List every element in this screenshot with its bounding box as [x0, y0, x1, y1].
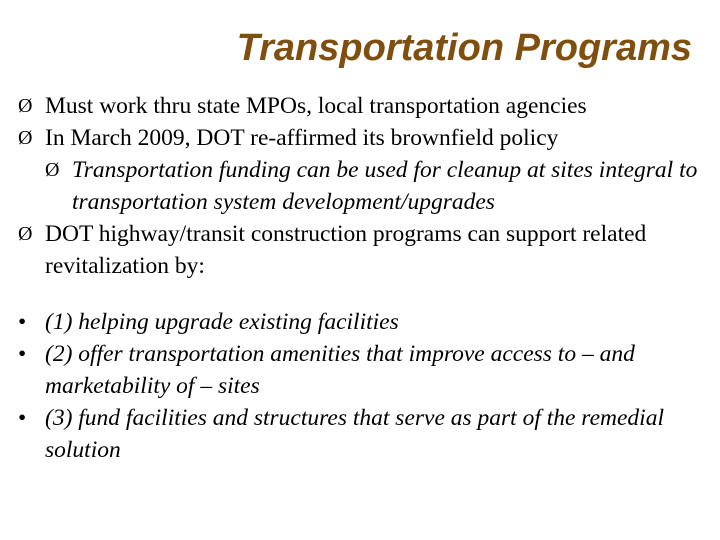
arrow-bullet-icon: Ø: [18, 127, 33, 149]
point-amenities: [18, 338, 708, 402]
bullet-mpos: [18, 90, 708, 122]
spacer: [18, 282, 708, 306]
bullet-text: DOT highway/transit construction programs can support related revitalization by:: [45, 221, 647, 279]
point-text: (1) helping upgrade existing facilities: [45, 309, 399, 335]
point-fund: [18, 402, 708, 466]
sub-bullet-text: Transportation funding can be used for cleanup at sites integral to transportation system development/upgrades: [72, 157, 698, 215]
dot-bullet-icon: •: [18, 341, 27, 367]
arrow-bullet-icon: Ø: [45, 159, 60, 181]
point-upgrade: [18, 306, 708, 338]
point-text: (2) offer transportation amenities that improve access to – and marketability of – sites: [45, 341, 635, 399]
bullet-policy: [18, 122, 708, 154]
bullet-text: Must work thru state MPOs, local transportation agencies: [45, 93, 587, 119]
bullet-construction: [18, 218, 708, 282]
arrow-bullet-icon: Ø: [18, 223, 33, 245]
slide-title: Transportation Programs: [236, 27, 692, 69]
dot-bullet-icon: •: [18, 309, 27, 335]
dot-bullet-icon: •: [18, 405, 27, 431]
bullet-list: [18, 90, 708, 466]
sub-bullet-funding: [18, 154, 708, 218]
point-text: (3) fund facilities and structures that serve as part of the remedial solution: [45, 405, 664, 463]
arrow-bullet-icon: Ø: [18, 95, 33, 117]
bullet-text: In March 2009, DOT re-affirmed its brownfield policy: [45, 125, 559, 151]
